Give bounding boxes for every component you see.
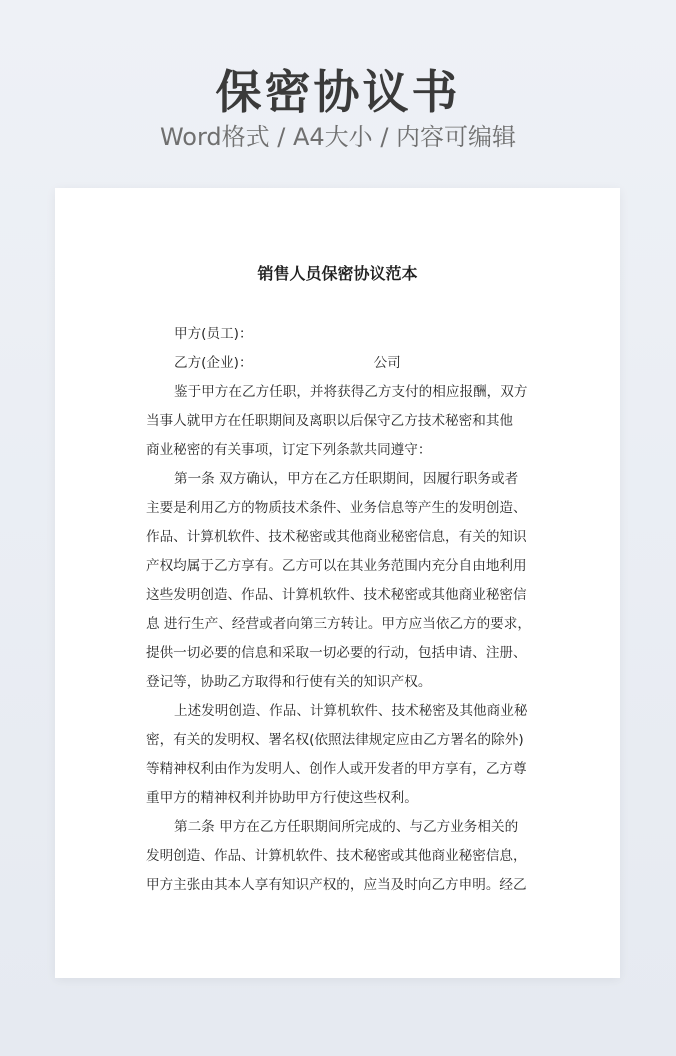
party-b-company-suffix: 公司 xyxy=(373,355,401,371)
document-title: 销售人员保密协议范本 xyxy=(257,264,418,283)
party-b-line xyxy=(146,349,532,378)
body-line: 第二条 甲方在乙方任职期间所完成的、与乙方业务相关的 xyxy=(174,819,519,835)
party-b-label: 乙方(企业)： xyxy=(174,355,253,371)
body-line: 提供一切必要的信息和采取一切必要的行动，包括申请、注册、 xyxy=(146,645,527,661)
body-lines xyxy=(146,378,532,900)
body-line: 甲方主张由其本人享有知识产权的，应当及时向乙方申明。经乙 xyxy=(146,877,527,893)
body-line: 等精神权利由作为发明人、创作人或开发者的甲方享有，乙方尊 xyxy=(146,761,527,777)
body-line: 商业秘密的有关事项，订定下列条款共同遵守： xyxy=(146,442,432,458)
banner-subtitle: Word格式 / A4大小 / 内容可编辑 xyxy=(159,123,517,151)
body-line: 重甲方的精神权利并协助甲方行使这些权利。 xyxy=(146,790,418,806)
body-line: 这些发明创造、作品、计算机软件、技术秘密或其他商业秘密信 xyxy=(146,587,527,603)
body-line: 产权均属于乙方享有。乙方可以在其业务范围内充分自由地利用 xyxy=(146,558,527,574)
body-line: 鉴于甲方在乙方任职，并将获得乙方支付的相应报酬，双方 xyxy=(174,384,528,400)
party-a-label: 甲方(员工)： xyxy=(174,326,253,342)
body-line: 上述发明创造、作品、计算机软件、技术秘密及其他商业秘 xyxy=(174,703,528,719)
party-a-line xyxy=(146,320,532,349)
body-line: 密，有关的发明权、署名权(依照法律规定应由乙方署名的除外) xyxy=(146,732,524,748)
body-line: 当事人就甲方在任职期间及离职以后保守乙方技术秘密和其他 xyxy=(146,413,514,429)
body-line: 登记等，协助乙方取得和行使有关的知识产权。 xyxy=(146,674,432,690)
banner-title: 保密协议书 xyxy=(215,65,461,119)
body-line: 作品、计算机软件、技术秘密或其他商业秘密信息，有关的知识 xyxy=(146,529,527,545)
document-body xyxy=(146,320,532,900)
document-page xyxy=(55,188,620,978)
body-line: 主要是利用乙方的物质技术条件、业务信息等产生的发明创造、 xyxy=(146,500,527,516)
body-line: 发明创造、作品、计算机软件、技术秘密或其他商业秘密信息， xyxy=(146,848,527,864)
body-line: 第一条 双方确认，甲方在乙方任职期间，因履行职务或者 xyxy=(174,471,519,487)
body-line: 息 进行生产、经营或者向第三方转让。甲方应当依乙方的要求， xyxy=(146,616,531,632)
